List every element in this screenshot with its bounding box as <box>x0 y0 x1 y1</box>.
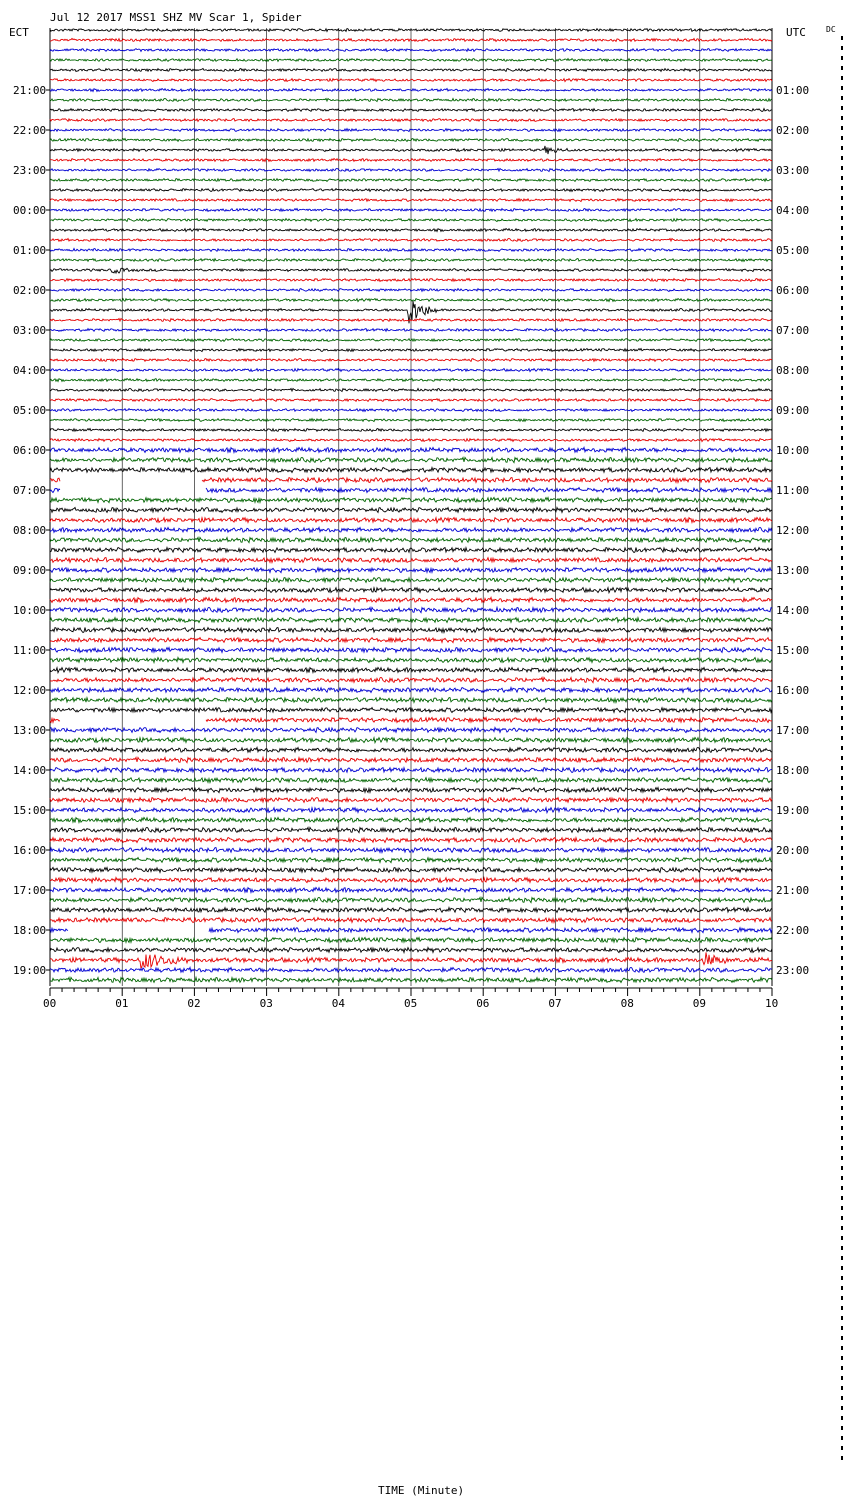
dc-marker <box>841 1346 843 1350</box>
dc-marker <box>841 1146 843 1150</box>
dc-marker <box>841 1356 843 1360</box>
dc-marker <box>841 926 843 930</box>
x-tick-label: 05 <box>404 997 418 1010</box>
dc-marker <box>841 316 843 320</box>
dc-marker <box>841 346 843 350</box>
dc-marker <box>841 886 843 890</box>
dc-marker <box>841 166 843 170</box>
dc-marker <box>841 596 843 600</box>
dc-marker <box>841 1156 843 1160</box>
x-tick-label: 10 <box>765 997 779 1010</box>
dc-marker <box>841 996 843 1000</box>
dc-marker <box>841 1396 843 1400</box>
dc-marker <box>841 646 843 650</box>
dc-marker <box>841 156 843 160</box>
dc-marker <box>841 1416 843 1420</box>
dc-label: DC <box>826 25 836 34</box>
dc-marker <box>841 506 843 510</box>
dc-marker <box>841 686 843 690</box>
dc-marker <box>841 1036 843 1040</box>
dc-marker <box>841 1186 843 1190</box>
right-hour-label: 09:00 <box>776 404 810 417</box>
dc-marker <box>841 1026 843 1030</box>
left-hour-label: 22:00 <box>13 124 47 137</box>
x-tick-label: 02 <box>187 997 201 1010</box>
dc-marker <box>841 876 843 880</box>
dc-marker-column <box>841 36 843 1460</box>
dc-marker <box>841 256 843 260</box>
dc-marker <box>841 566 843 570</box>
dc-marker <box>841 616 843 620</box>
dc-marker <box>841 1106 843 1110</box>
dc-marker <box>841 626 843 630</box>
dc-marker <box>841 146 843 150</box>
minute-gridlines <box>50 28 772 986</box>
dc-marker <box>841 716 843 720</box>
dc-marker <box>841 116 843 120</box>
left-hour-label: 16:00 <box>13 844 47 857</box>
dc-marker <box>841 416 843 420</box>
dc-marker <box>841 1166 843 1170</box>
dc-marker <box>841 296 843 300</box>
dc-marker <box>841 426 843 430</box>
dc-marker <box>841 1406 843 1410</box>
right-hour-label: 19:00 <box>776 804 810 817</box>
dc-marker <box>841 226 843 230</box>
left-hour-label: 04:00 <box>13 364 47 377</box>
left-hour-label: 17:00 <box>13 884 47 897</box>
left-hour-label: 19:00 <box>13 964 47 977</box>
dc-marker <box>841 1216 843 1220</box>
dc-marker <box>841 826 843 830</box>
dc-marker <box>841 1336 843 1340</box>
x-tick-label: 06 <box>476 997 490 1010</box>
right-hour-label: 14:00 <box>776 604 810 617</box>
right-hour-label: 21:00 <box>776 884 810 897</box>
dc-marker <box>841 1256 843 1260</box>
dc-marker <box>841 586 843 590</box>
dc-marker <box>841 1376 843 1380</box>
left-hour-label: 09:00 <box>13 564 47 577</box>
left-hour-label: 18:00 <box>13 924 47 937</box>
dc-marker <box>841 496 843 500</box>
dc-marker <box>841 546 843 550</box>
left-hour-label: 02:00 <box>13 284 47 297</box>
dc-marker <box>841 1096 843 1100</box>
dc-marker <box>841 1246 843 1250</box>
right-hour-label: 10:00 <box>776 444 810 457</box>
right-hour-label: 20:00 <box>776 844 810 857</box>
dc-marker <box>841 96 843 100</box>
right-hour-label: 06:00 <box>776 284 810 297</box>
dc-marker <box>841 556 843 560</box>
dc-marker <box>841 1296 843 1300</box>
dc-marker <box>841 306 843 310</box>
left-hour-label: 12:00 <box>13 684 47 697</box>
dc-marker <box>841 476 843 480</box>
dc-marker <box>841 1066 843 1070</box>
dc-marker <box>841 906 843 910</box>
right-hour-label: 05:00 <box>776 244 810 257</box>
dc-marker <box>841 536 843 540</box>
left-hour-label: 11:00 <box>13 644 47 657</box>
dc-marker <box>841 1366 843 1370</box>
dc-marker <box>841 846 843 850</box>
dc-marker <box>841 896 843 900</box>
dc-marker <box>841 936 843 940</box>
x-tick-label: 03 <box>259 997 273 1010</box>
dc-marker <box>841 636 843 640</box>
right-hour-label: 18:00 <box>776 764 810 777</box>
right-timezone-label: UTC <box>786 26 806 39</box>
x-tick-label: 01 <box>115 997 129 1010</box>
dc-marker <box>841 1206 843 1210</box>
dc-marker <box>841 976 843 980</box>
dc-marker <box>841 196 843 200</box>
dc-marker <box>841 776 843 780</box>
dc-marker <box>841 1386 843 1390</box>
dc-marker <box>841 796 843 800</box>
x-tick-label: 04 <box>331 997 346 1010</box>
dc-marker <box>841 1116 843 1120</box>
x-tick-label: 00 <box>43 997 57 1010</box>
right-hour-label: 08:00 <box>776 364 810 377</box>
dc-marker <box>841 46 843 50</box>
right-hour-label: 11:00 <box>776 484 810 497</box>
dc-marker <box>841 806 843 810</box>
right-hour-label: 12:00 <box>776 524 810 537</box>
dc-marker <box>841 1446 843 1450</box>
left-hour-label: 14:00 <box>13 764 47 777</box>
dc-marker <box>841 1076 843 1080</box>
left-hour-label: 08:00 <box>13 524 47 537</box>
right-hour-label: 02:00 <box>776 124 810 137</box>
dc-marker <box>841 526 843 530</box>
x-tick-label: 08 <box>620 997 634 1010</box>
dc-marker <box>841 1286 843 1290</box>
dc-marker <box>841 836 843 840</box>
dc-marker <box>841 1436 843 1440</box>
left-hour-label: 05:00 <box>13 404 47 417</box>
dc-marker <box>841 446 843 450</box>
dc-marker <box>841 946 843 950</box>
dc-marker <box>841 1046 843 1050</box>
dc-marker <box>841 676 843 680</box>
dc-marker <box>841 456 843 460</box>
dc-marker <box>841 1126 843 1130</box>
left-hour-label: 10:00 <box>13 604 47 617</box>
dc-marker <box>841 396 843 400</box>
dc-marker <box>841 486 843 490</box>
dc-marker <box>841 366 843 370</box>
dc-marker <box>841 1056 843 1060</box>
dc-marker <box>841 126 843 130</box>
dc-marker <box>841 386 843 390</box>
dc-marker <box>841 276 843 280</box>
dc-marker <box>841 666 843 670</box>
left-hour-label: 01:00 <box>13 244 47 257</box>
left-hour-label: 23:00 <box>13 164 47 177</box>
x-tick-label: 07 <box>548 997 562 1010</box>
dc-marker <box>841 1266 843 1270</box>
dc-marker <box>841 286 843 290</box>
right-hour-label: 01:00 <box>776 84 810 97</box>
left-hour-label: 03:00 <box>13 324 47 337</box>
right-hour-label: 13:00 <box>776 564 810 577</box>
dc-marker <box>841 1276 843 1280</box>
left-timezone-label: ECT <box>9 26 29 39</box>
dc-marker <box>841 916 843 920</box>
dc-marker <box>841 986 843 990</box>
dc-marker <box>841 966 843 970</box>
dc-marker <box>841 606 843 610</box>
right-hour-label: 17:00 <box>776 724 810 737</box>
left-hour-labels <box>13 84 50 977</box>
dc-marker <box>841 1136 843 1140</box>
dc-marker <box>841 756 843 760</box>
dc-marker <box>841 1316 843 1320</box>
dc-marker <box>841 436 843 440</box>
dc-marker <box>841 466 843 470</box>
right-hour-labels <box>776 84 809 977</box>
dc-marker <box>841 1426 843 1430</box>
left-hour-label: 13:00 <box>13 724 47 737</box>
dc-marker <box>841 736 843 740</box>
right-hour-label: 03:00 <box>776 164 810 177</box>
left-hour-label: 07:00 <box>13 484 47 497</box>
dc-marker <box>841 66 843 70</box>
dc-marker <box>841 816 843 820</box>
dc-marker <box>841 76 843 80</box>
x-axis-label: TIME (Minute) <box>378 1484 465 1497</box>
dc-marker <box>841 86 843 90</box>
dc-marker <box>841 246 843 250</box>
dc-marker <box>841 1306 843 1310</box>
x-axis <box>43 988 778 1010</box>
dc-marker <box>841 656 843 660</box>
dc-marker <box>841 1086 843 1090</box>
chart-title: Jul 12 2017 MSS1 SHZ MV Scar 1, Spider <box>50 11 302 24</box>
dc-marker <box>841 176 843 180</box>
dc-marker <box>841 706 843 710</box>
dc-marker <box>841 516 843 520</box>
right-hour-label: 04:00 <box>776 204 810 217</box>
right-hour-label: 22:00 <box>776 924 810 937</box>
dc-marker <box>841 136 843 140</box>
dc-marker <box>841 856 843 860</box>
dc-marker <box>841 216 843 220</box>
left-hour-label: 00:00 <box>13 204 47 217</box>
dc-marker <box>841 356 843 360</box>
x-tick-label: 09 <box>692 997 707 1010</box>
dc-marker <box>841 1456 843 1460</box>
dc-marker <box>841 206 843 210</box>
right-hour-label: 15:00 <box>776 644 810 657</box>
dc-marker <box>841 786 843 790</box>
dc-marker <box>841 766 843 770</box>
dc-marker <box>841 266 843 270</box>
right-hour-label: 16:00 <box>776 684 810 697</box>
dc-marker <box>841 1236 843 1240</box>
dc-marker <box>841 186 843 190</box>
dc-marker <box>841 326 843 330</box>
dc-marker <box>841 696 843 700</box>
dc-marker <box>841 1196 843 1200</box>
dc-marker <box>841 56 843 60</box>
left-hour-label: 06:00 <box>13 444 47 457</box>
dc-marker <box>841 1326 843 1330</box>
left-hour-label: 15:00 <box>13 804 47 817</box>
dc-marker <box>841 576 843 580</box>
dc-marker <box>841 1016 843 1020</box>
dc-marker <box>841 726 843 730</box>
left-hour-label: 21:00 <box>13 84 47 97</box>
dc-marker <box>841 866 843 870</box>
dc-marker <box>841 1176 843 1180</box>
dc-marker <box>841 36 843 40</box>
dc-marker <box>841 376 843 380</box>
dc-marker <box>841 1226 843 1230</box>
dc-marker <box>841 336 843 340</box>
dc-marker <box>841 406 843 410</box>
dc-marker <box>841 106 843 110</box>
right-hour-label: 07:00 <box>776 324 810 337</box>
right-hour-label: 23:00 <box>776 964 810 977</box>
dc-marker <box>841 956 843 960</box>
dc-marker <box>841 236 843 240</box>
dc-marker <box>841 746 843 750</box>
dc-marker <box>841 1006 843 1010</box>
